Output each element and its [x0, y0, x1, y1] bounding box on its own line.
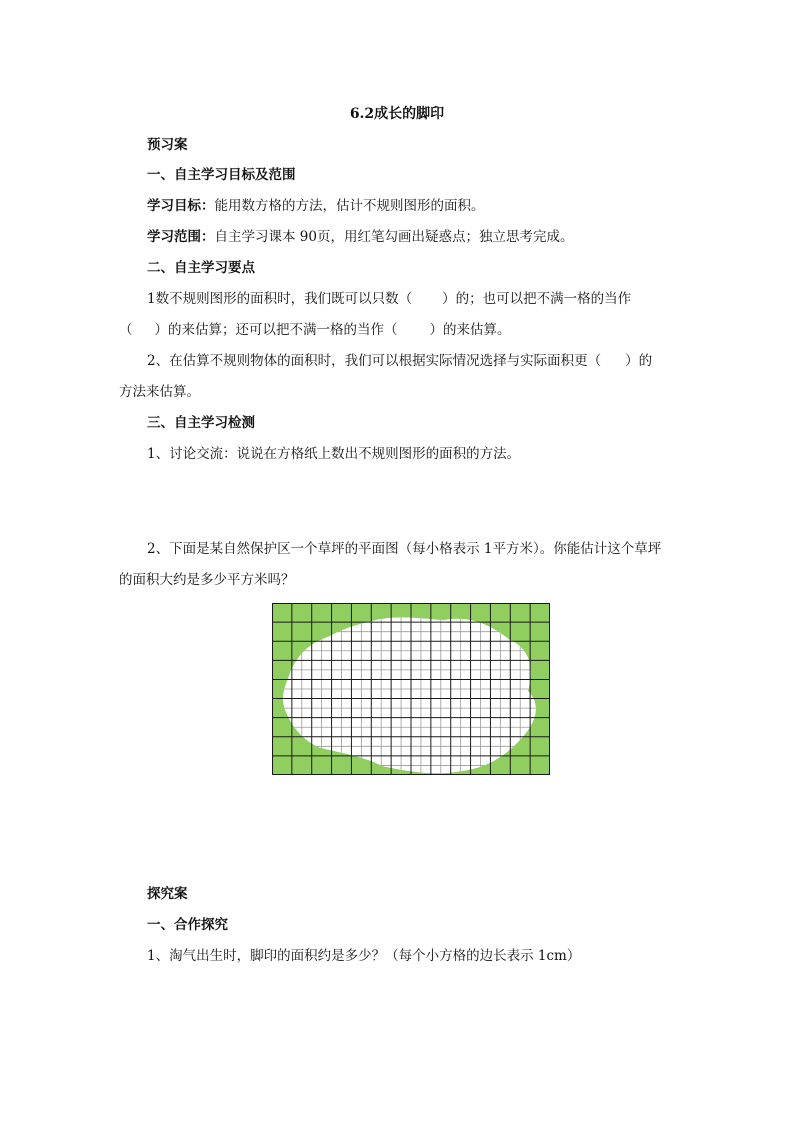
point2-line1: [147, 351, 679, 371]
explore-question-1: 1、淘气出生时，脚印的面积约是多少？（每个小方格的边长表示 1cm）: [147, 948, 581, 964]
point2-line2: 方法来估算。: [119, 384, 200, 400]
point1-text-b: ）的；也可以把不满一格的当作: [442, 291, 632, 307]
check-question-2-line1: 2、下面是某自然保护区一个草坪的平面图（每小格表示 1平方米）。你能估计这个草坪: [147, 541, 662, 557]
section2-heading: 二、自主学习要点: [147, 260, 255, 276]
point1-text-c: （: [119, 322, 133, 338]
point2-text-a: 2、在估算不规则物体的面积时，我们可以根据实际情况选择与实际面积更（: [147, 353, 602, 369]
check-question-2-line2: 的面积大约是多少平方米吗？: [119, 572, 295, 588]
goal-text: 能用数方格的方法，估计不规则图形的面积。: [214, 198, 485, 214]
section3-heading: 三、自主学习检测: [147, 415, 255, 431]
explore-heading: 探究案: [147, 886, 188, 902]
preview-heading: 预习案: [147, 137, 188, 153]
range-text: 自主学习课本 90页，用红笔勾画出疑惑点；独立思考完成。: [214, 229, 574, 245]
lawn-grid-figure: [272, 603, 550, 775]
goal-label: 学习目标：: [147, 198, 215, 214]
learning-goal: [147, 196, 679, 216]
point1-line2: [119, 320, 679, 340]
point1-text-e: ）的来估算。: [429, 322, 511, 338]
learning-range: [147, 227, 679, 247]
point1-text-d: ）的来估算；还可以把不满一格的当作（: [154, 322, 398, 338]
range-label: 学习范围：: [147, 229, 215, 245]
explore-section1-heading: 一、合作探究: [147, 917, 228, 933]
section1-heading: 一、自主学习目标及范围: [147, 167, 296, 183]
page-title: 6.2成长的脚印: [349, 106, 445, 122]
point1-line1: [147, 289, 679, 309]
check-question-1: 1、讨论交流：说说在方格纸上数出不规则图形的面积的方法。: [147, 446, 521, 462]
point2-text-b: ）的: [625, 353, 653, 369]
point1-text-a: 1数不规则图形的面积时，我们既可以只数（: [147, 291, 413, 307]
